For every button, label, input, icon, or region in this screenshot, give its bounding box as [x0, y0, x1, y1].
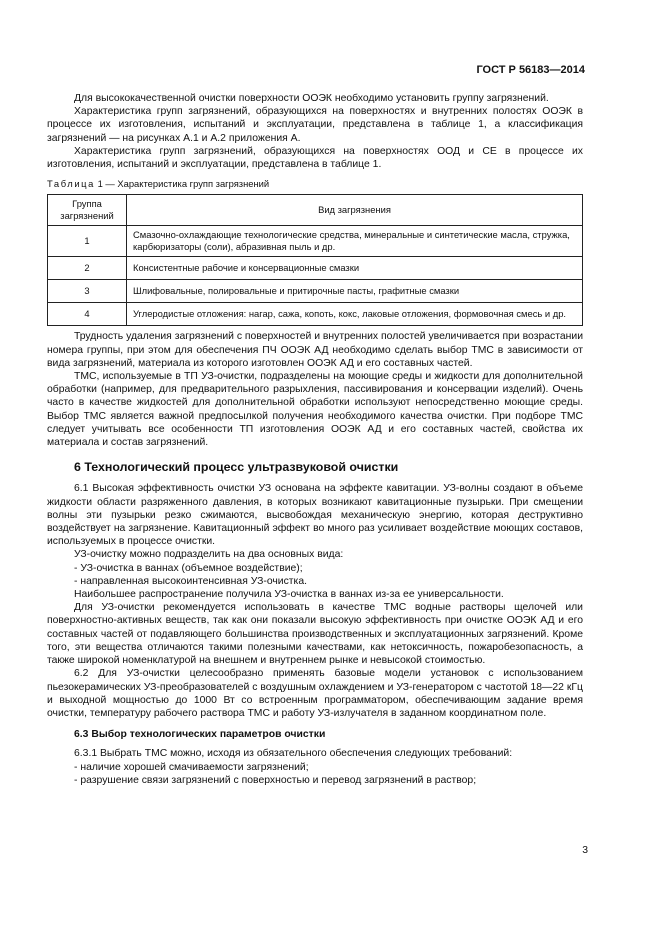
contamination-type: Шлифовальные, полировальные и притирочные пасты, графитные смазки: [127, 280, 583, 303]
table-row: [48, 280, 583, 303]
paragraph: 6.1 Высокая эффективность очистки УЗ основана на эффекте кавитации. УЗ-волны создают в объеме жидкости области разряженного давления, в которых возникают кавитационные пузырьки. При смещении волны эти пузырьки резко сжимаются, высвобождая механическую энергию, которая деструктивно воздействует на загрязнение. Кавитационный эффект во много раз усиливает воздействие моющих составов, используемых в процессе очистки.: [47, 483, 583, 548]
list-item: - наличие хорошей смачиваемости загрязнений;: [74, 761, 309, 773]
table-caption-label: Таблица: [47, 178, 95, 190]
section-6-heading: 6 Технологический процесс ультразвуковой очистки: [74, 460, 399, 475]
table-caption: [47, 177, 583, 190]
table-row: [48, 226, 583, 257]
table-header-row: [48, 195, 583, 226]
contamination-type: Углеродистые отложения: нагар, сажа, копоть, кокс, лаковые отложения, формовочная смесь и др.: [127, 303, 583, 326]
standard-header: ГОСТ Р 56183—2014: [476, 64, 585, 76]
contamination-type: Смазочно-охлаждающие технологические средства, минеральные и синтетические масла, стружка, карбюризаторы (соли), абразивная пыль и др.: [127, 226, 583, 257]
paragraph: Для высококачественной очистки поверхности ООЭК необходимо установить группу загрязнений.: [74, 93, 549, 104]
table-row: [48, 303, 583, 326]
page-number: 3: [582, 845, 588, 856]
contamination-type: Консистентные рабочие и консервационные смазки: [127, 257, 583, 280]
paragraph: ТМС, используемые в ТП УЗ-очистки, подразделены на моющие среды и жидкости для дополнительной обработки (например, для предварительного разрыхления, пассивирования и консервации изделий). Очень часто в качестве жидкостей для дополнительной обработки используют непосредственно моющие среды. Выбор ТМС является важной предпосылкой получения необходимого качества очистки. При подборе ТМС следует учитывать все особенности ТП изготовления ООЭК АД и его составных частей, свойства их материала и состав загрязнений.: [47, 371, 583, 449]
paragraph: 6.2 Для УЗ-очистки целесообразно применять базовые модели установок с использованием пьезокерамических УЗ-преобразователей с воздушным охлаждением и УЗ-генератором с частотой 18—22 кГц и выходной мощностью до 1000 Вт со встроенным программатором, обеспечивающим задание время очистки, температуру рабочего раствора ТМС и работу УЗ-излучателя в заданном координатном поле.: [47, 668, 583, 719]
paragraph: УЗ-очистку можно подразделить на два основных вида:: [74, 549, 344, 561]
group-number: 3: [48, 280, 127, 303]
page-content: [47, 92, 583, 787]
paragraph: 6.3.1 Выбрать ТМС можно, исходя из обязательного обеспечения следующих требований:: [74, 748, 513, 760]
paragraph: Характеристика групп загрязнений, образующихся на поверхностях и внутренних полостях ООЭК в процессе их изготовления, испытаний и эксплуатации, представлена в таблице 1, а классификация загрязнений — на рисунках А.1 и А.2 приложения А.: [47, 106, 583, 144]
paragraph: Характеристика групп загрязнений, образующихся на поверхностях ООД и СЕ в процессе их изготовления, испытаний и эксплуатации, представлена в таблице 1.: [47, 145, 583, 171]
paragraph: Для УЗ-очистки рекомендуется использовать в качестве ТМС водные растворы щелочей или поверхностно-активных веществ, так как они показали высокую эффективность при очистке ООЭК АД и его составных частей от подавляющего большинства производственных и эксплуатационных загрязнений. Кроме того, эти вещества отличаются такими полезными качествами, как нетоксичность, пожаробезопасность, а также широкой номенклатурой на внешнем и внутреннем рынке и невысокой стоимостью.: [47, 602, 583, 667]
paragraph: Наибольшее распространение получила УЗ-очистка в ваннах из-за ее универсальности.: [74, 589, 504, 601]
paragraph: Трудность удаления загрязнений с поверхностей и внутренних полостей увеличивается при возрастании номера группы, при этом для обеспечения ПЧ ООЭК АД необходимо сделать выбор ТМС в зависимости от вида загрязнений, материала из которого изготовлен ООЭК АД и его составных частей.: [47, 331, 583, 369]
list-item: - УЗ-очистка в ваннах (объемное воздействие);: [74, 562, 303, 574]
table-row: [48, 257, 583, 280]
list-item: - направленная высокоинтенсивная УЗ-очистка.: [74, 575, 307, 587]
contamination-groups-table: [47, 194, 583, 326]
table-caption-text: 1 — Характеристика групп загрязнений: [97, 178, 270, 190]
list-item: - разрушение связи загрязнений с поверхностью и перевод загрязнений в раствор;: [74, 774, 477, 786]
column-header-type: Вид загрязнения: [127, 195, 583, 226]
column-header-group: Группа загрязнений: [48, 195, 127, 226]
group-number: 2: [48, 257, 127, 280]
group-number: 1: [48, 226, 127, 257]
group-number: 4: [48, 303, 127, 326]
subsection-6-3-heading: 6.3 Выбор технологических параметров очистки: [74, 729, 326, 741]
